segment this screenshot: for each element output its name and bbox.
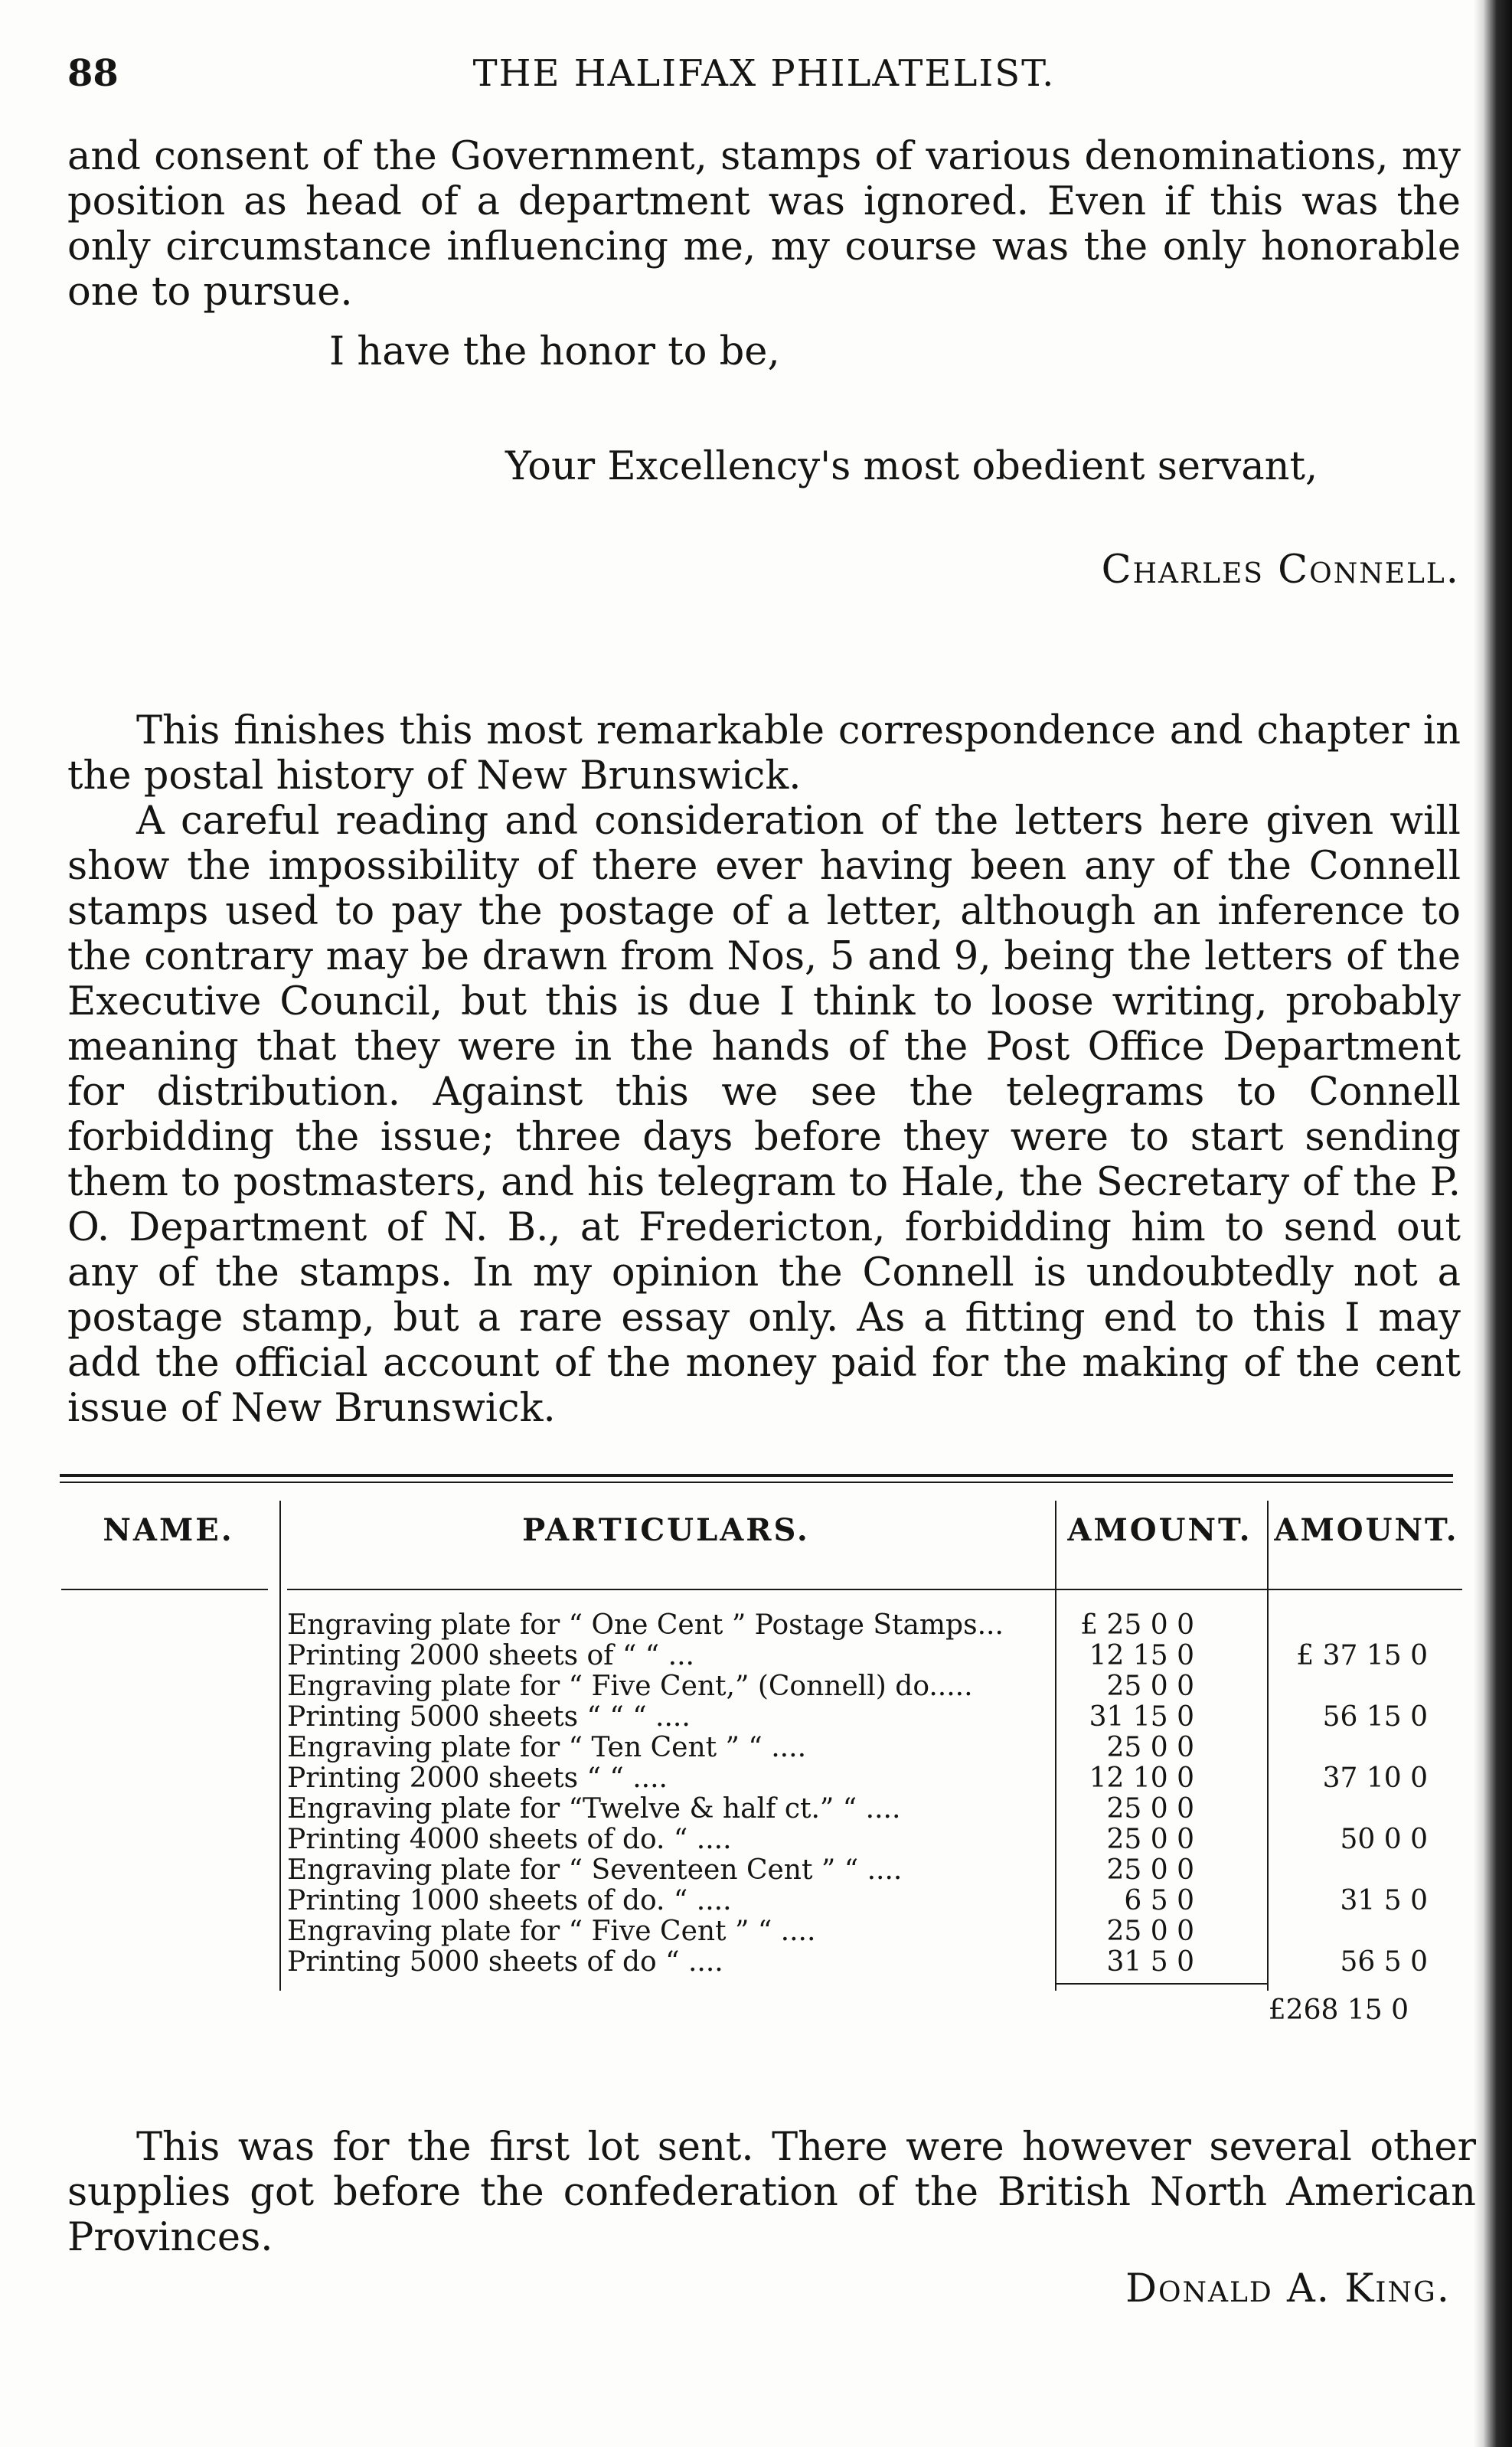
table-row [287, 1916, 1466, 1947]
row-total: 37 10 0 [1322, 1763, 1428, 1794]
row-total: 31 5 0 [1340, 1885, 1428, 1916]
row-amount: 25 0 0 [1106, 1671, 1194, 1702]
table-row [287, 1702, 1466, 1733]
table-row [287, 1671, 1466, 1702]
col-divider-1 [279, 1501, 281, 1991]
header-amount: AMOUNT. [1067, 1512, 1252, 1548]
letter-closing-line: I have the honor to be, [329, 329, 780, 374]
row-total: £ 37 15 0 [1296, 1640, 1428, 1671]
header-amount-total: AMOUNT. [1274, 1512, 1459, 1548]
row-particulars: Engraving plate for “ Seventeen Cent ” “ .... [287, 1855, 903, 1886]
page-edge-shadow [1474, 0, 1512, 2447]
header-rule [287, 1589, 1462, 1590]
row-particulars: Printing 5000 sheets of do “ .... [287, 1947, 723, 1978]
table-row [287, 1794, 1466, 1825]
running-title: THE HALIFAX PHILATELIST. [472, 52, 1056, 95]
row-amount: 25 0 0 [1106, 1916, 1194, 1947]
table-row [287, 1641, 1466, 1671]
table-row [287, 1886, 1466, 1916]
row-amount: 31 5 0 [1106, 1946, 1194, 1978]
row-amount: 12 10 0 [1089, 1763, 1194, 1794]
table-row [287, 1610, 1466, 1641]
row-particulars: Engraving plate for “ Five Cent,” (Connell) do..... [287, 1671, 973, 1702]
row-particulars: Engraving plate for “ Five Cent ” “ .... [287, 1916, 816, 1947]
row-amount: 25 0 0 [1106, 1732, 1194, 1763]
header-particulars: PARTICULARS. [522, 1512, 810, 1548]
page-header [67, 52, 1461, 106]
row-amount: 25 0 0 [1106, 1793, 1194, 1825]
table-row [287, 1825, 1466, 1855]
table-row [287, 1733, 1466, 1763]
grand-total: £268 15 0 [1268, 1995, 1409, 2026]
row-amount: 25 0 0 [1106, 1824, 1194, 1855]
table-row [287, 1947, 1466, 1978]
row-amount: 12 15 0 [1089, 1640, 1194, 1671]
body-paragraph-2: A careful reading and consideration of the letters here given will show the impossibility of there ever having been any of the Connell stamps used to pay the postage of a letter, although an inference to the contrary may be drawn from Nos, 5 and 9, being the letters of the Executive Council, but this is due I think to loose writing, probably meaning that they were in the hands of the Post Office Department for distribution. Against this we see the telegrams to Connell forbidding the issue; three days before they were to start sending them to postmasters, and his telegram to Hale, the Secretary of the P. O. Department of N. B., at Fredericton, forbidding him to send out any of the stamps. In my opinion the Connell is undoubtedly not a postage stamp, but a rare essay only. As a fitting end to this I may add the official account of the money paid for the making of the cent issue of New Brunswick. [67, 799, 1461, 1431]
row-particulars: Engraving plate for “ One Cent ” Postage Stamps... [287, 1610, 1004, 1641]
row-amount: 6 5 0 [1124, 1885, 1194, 1916]
author-signature: Donald A. King. [1125, 2266, 1451, 2311]
row-particulars: Printing 4000 sheets of do. “ .... [287, 1825, 732, 1855]
row-particulars: Printing 2000 sheets of “ “ ... [287, 1641, 694, 1671]
letter-valediction: Your Excellency's most obedient servant, [505, 444, 1318, 489]
table-top-rule-thin [60, 1482, 1453, 1483]
letter-signature: Charles Connell. [1101, 547, 1460, 593]
name-header-rule [61, 1589, 268, 1590]
table-top-rule [60, 1474, 1453, 1477]
header-name: NAME. [103, 1512, 234, 1548]
row-total: 56 15 0 [1322, 1701, 1428, 1733]
row-amount: 31 15 0 [1089, 1701, 1194, 1733]
closing-paragraph: This was for the first lot sent. There were however several other supplies got before the confederation of the British North American Provinces. [67, 2125, 1476, 2260]
table-row [287, 1855, 1466, 1886]
page-number: 88 [67, 52, 119, 95]
table-row [287, 1763, 1466, 1794]
body-paragraph-1: This finishes this most remarkable correspondence and chapter in the postal history of New Brunswick. [67, 708, 1461, 799]
row-particulars: Printing 1000 sheets of do. “ .... [287, 1886, 732, 1916]
row-total: 56 5 0 [1340, 1946, 1428, 1978]
row-amount: 25 0 0 [1106, 1854, 1194, 1886]
row-particulars: Printing 5000 sheets “ “ “ .... [287, 1702, 691, 1733]
letter-continuation: and consent of the Government, stamps of various denominations, my position as head of a department was ignored. Even if this was the only circumstance influencing me, my course was the only honorable one to pursue. [67, 134, 1461, 315]
row-particulars: Engraving plate for “ Ten Cent ” “ .... [287, 1733, 807, 1763]
row-particulars: Printing 2000 sheets “ “ .... [287, 1763, 668, 1794]
amount-sum-rule [1056, 1983, 1267, 1985]
row-particulars: Engraving plate for “Twelve & half ct.” “ .... [287, 1794, 901, 1825]
row-amount: £ 25 0 0 [1080, 1609, 1194, 1641]
row-total: 50 0 0 [1340, 1824, 1428, 1855]
